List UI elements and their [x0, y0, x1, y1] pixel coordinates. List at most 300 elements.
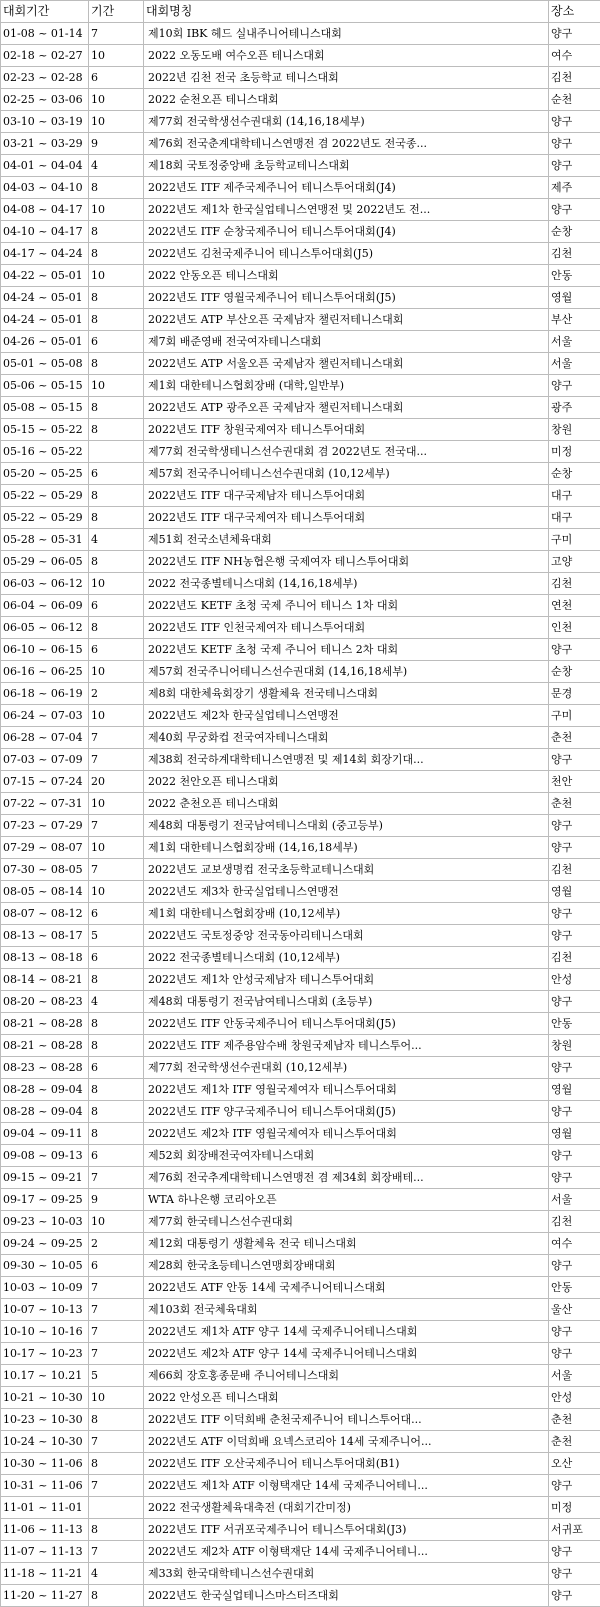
table-row: [1, 463, 600, 485]
table-row: [1, 1519, 600, 1541]
cell-period: 10-03 ~ 10-09: [1, 1277, 89, 1299]
cell-duration: 7: [89, 815, 144, 837]
cell-duration: 6: [89, 67, 144, 89]
cell-name: 2022년도 제2차 한국실업테니스연맹전: [144, 705, 549, 727]
cell-period: 10-24 ~ 10-30: [1, 1431, 89, 1453]
cell-period: 05-20 ~ 05-25: [1, 463, 89, 485]
cell-place: 영월: [549, 1123, 600, 1145]
cell-period: 04-03 ~ 04-10: [1, 177, 89, 199]
table-row: [1, 1035, 600, 1057]
cell-place: 대구: [549, 507, 600, 529]
cell-period: 08-20 ~ 08-23: [1, 991, 89, 1013]
cell-place: 양구: [549, 815, 600, 837]
cell-duration: 10: [89, 705, 144, 727]
cell-name: 2022년도 국토정중앙 전국동아리테니스대회: [144, 925, 549, 947]
cell-period: 08-13 ~ 08-18: [1, 947, 89, 969]
cell-place: 양구: [549, 749, 600, 771]
cell-duration: 10: [89, 1387, 144, 1409]
cell-period: 10.17 ~ 10.21: [1, 1365, 89, 1387]
table-row: [1, 859, 600, 881]
cell-name: 2022년도 KETF 초청 국제 주니어 테니스 1차 대회: [144, 595, 549, 617]
cell-duration: 7: [89, 749, 144, 771]
table-row: [1, 573, 600, 595]
column-header-period: 대회기간: [1, 1, 89, 23]
table-row: [1, 89, 600, 111]
cell-period: 05-29 ~ 06-05: [1, 551, 89, 573]
table-row: [1, 1431, 600, 1453]
cell-duration: 7: [89, 1167, 144, 1189]
table-row: [1, 177, 600, 199]
table-row: [1, 287, 600, 309]
cell-period: 05-28 ~ 05-31: [1, 529, 89, 551]
cell-place: 양구: [549, 1563, 600, 1585]
cell-duration: 6: [89, 903, 144, 925]
table-row: [1, 1189, 600, 1211]
cell-duration: 4: [89, 991, 144, 1013]
cell-duration: 4: [89, 529, 144, 551]
cell-name: 2022년도 ITF 서귀포국제주니어 테니스투어대회(J3): [144, 1519, 549, 1541]
cell-period: 10-31 ~ 11-06: [1, 1475, 89, 1497]
cell-period: 10-21 ~ 10-30: [1, 1387, 89, 1409]
cell-place: 제주: [549, 177, 600, 199]
cell-name: 제76회 전국춘계대학테니스연맹전 겸 2022년도 전국종...: [144, 133, 549, 155]
table-body: [1, 23, 600, 1607]
cell-duration: 10: [89, 89, 144, 111]
cell-duration: [89, 1497, 144, 1519]
cell-period: 11-06 ~ 11-13: [1, 1519, 89, 1541]
cell-period: 04-08 ~ 04-17: [1, 199, 89, 221]
cell-name: 2022년도 제2차 ITF 영월국제여자 테니스투어대회: [144, 1123, 549, 1145]
table-row: [1, 353, 600, 375]
cell-place: 춘천: [549, 793, 600, 815]
cell-duration: 10: [89, 1211, 144, 1233]
cell-period: 07-15 ~ 07-24: [1, 771, 89, 793]
cell-place: 양구: [549, 1585, 600, 1607]
table-row: [1, 133, 600, 155]
cell-period: 02-23 ~ 02-28: [1, 67, 89, 89]
cell-period: 06-28 ~ 07-04: [1, 727, 89, 749]
cell-place: 양구: [549, 1255, 600, 1277]
cell-name: 제28회 한국초등테니스연맹회장배대회: [144, 1255, 549, 1277]
cell-place: 춘천: [549, 727, 600, 749]
table-row: [1, 815, 600, 837]
cell-name: 2022년도 제2차 ATF 이형택재단 14세 국제주니어테니...: [144, 1541, 549, 1563]
table-row: [1, 45, 600, 67]
table-row: [1, 419, 600, 441]
cell-place: 양구: [549, 1541, 600, 1563]
cell-duration: 7: [89, 1431, 144, 1453]
cell-duration: 4: [89, 1563, 144, 1585]
table-row: [1, 793, 600, 815]
cell-name: 2022년도 ITF 대구국제여자 테니스투어대회: [144, 507, 549, 529]
cell-name: 2022년도 제2차 ATF 양구 14세 국제주니어테니스대회: [144, 1343, 549, 1365]
cell-period: 10-10 ~ 10-16: [1, 1321, 89, 1343]
cell-place: 안동: [549, 265, 600, 287]
cell-name: 2022 전국종별테니스대회 (14,16,18세부): [144, 573, 549, 595]
cell-duration: 5: [89, 925, 144, 947]
table-row: [1, 1167, 600, 1189]
cell-name: 2022년도 ATP 부산오픈 국제남자 챌린저테니스대회: [144, 309, 549, 331]
cell-name: 2022년도 한국실업테니스마스터즈대회: [144, 1585, 549, 1607]
cell-period: 05-01 ~ 05-08: [1, 353, 89, 375]
cell-place: 미정: [549, 1497, 600, 1519]
cell-place: 안동: [549, 1277, 600, 1299]
column-header-duration: 기간: [89, 1, 144, 23]
cell-place: 여수: [549, 45, 600, 67]
cell-duration: 20: [89, 771, 144, 793]
cell-name: 제77회 전국학생테니스선수권대회 겸 2022년도 전국대...: [144, 441, 549, 463]
cell-place: 양구: [549, 1167, 600, 1189]
cell-name: 2022년도 ITF 이덕희배 춘천국제주니어 테니스투어대...: [144, 1409, 549, 1431]
table-row: [1, 595, 600, 617]
cell-place: 김천: [549, 573, 600, 595]
header-row: [1, 1, 600, 23]
cell-duration: 10: [89, 265, 144, 287]
cell-name: 2022년도 ATP 서울오픈 국제남자 챌린저테니스대회: [144, 353, 549, 375]
cell-period: 06-16 ~ 06-25: [1, 661, 89, 683]
cell-place: 문경: [549, 683, 600, 705]
cell-period: 07-22 ~ 07-31: [1, 793, 89, 815]
cell-name: 2022년도 ITF 창원국제여자 테니스투어대회: [144, 419, 549, 441]
cell-duration: 8: [89, 1585, 144, 1607]
table-row: [1, 1475, 600, 1497]
table-row: [1, 1343, 600, 1365]
cell-place: 광주: [549, 397, 600, 419]
cell-period: 01-08 ~ 01-14: [1, 23, 89, 45]
cell-period: 08-21 ~ 08-28: [1, 1013, 89, 1035]
cell-duration: 8: [89, 485, 144, 507]
table-row: [1, 397, 600, 419]
cell-duration: 8: [89, 1123, 144, 1145]
cell-duration: 8: [89, 507, 144, 529]
table-row: [1, 111, 600, 133]
cell-place: 순창: [549, 221, 600, 243]
cell-place: 구미: [549, 705, 600, 727]
table-row: [1, 639, 600, 661]
cell-name: 2022년도 ITF 인천국제여자 테니스투어대회: [144, 617, 549, 639]
cell-period: 02-18 ~ 02-27: [1, 45, 89, 67]
cell-name: 2022년도 ITF 안동국제주니어 테니스투어대회(J5): [144, 1013, 549, 1035]
cell-name: 2022년도 제1차 ITF 영월국제여자 테니스투어대회: [144, 1079, 549, 1101]
cell-duration: 8: [89, 1013, 144, 1035]
cell-duration: 2: [89, 683, 144, 705]
cell-place: 영월: [549, 881, 600, 903]
cell-name: 2022년도 제1차 ATF 양구 14세 국제주니어테니스대회: [144, 1321, 549, 1343]
cell-duration: 5: [89, 1365, 144, 1387]
cell-duration: 7: [89, 1277, 144, 1299]
cell-place: 양구: [549, 1101, 600, 1123]
cell-place: 양구: [549, 1321, 600, 1343]
cell-place: 순천: [549, 89, 600, 111]
cell-place: 구미: [549, 529, 600, 551]
cell-place: 대구: [549, 485, 600, 507]
cell-place: 양구: [549, 1475, 600, 1497]
cell-duration: 7: [89, 1321, 144, 1343]
cell-place: 안동: [549, 1013, 600, 1035]
cell-name: 2022년도 교보생명컵 전국초등학교테니스대회: [144, 859, 549, 881]
cell-name: 제52회 회장배전국여자테니스대회: [144, 1145, 549, 1167]
cell-period: 06-03 ~ 06-12: [1, 573, 89, 595]
cell-duration: 8: [89, 309, 144, 331]
table-row: [1, 661, 600, 683]
cell-period: 02-25 ~ 03-06: [1, 89, 89, 111]
table-row: [1, 749, 600, 771]
cell-period: 06-24 ~ 07-03: [1, 705, 89, 727]
cell-place: 고양: [549, 551, 600, 573]
cell-period: 11-07 ~ 11-13: [1, 1541, 89, 1563]
cell-duration: 7: [89, 859, 144, 881]
cell-place: 여수: [549, 1233, 600, 1255]
cell-place: 안성: [549, 1387, 600, 1409]
table-row: [1, 441, 600, 463]
cell-period: 09-23 ~ 10-03: [1, 1211, 89, 1233]
cell-period: 05-22 ~ 05-29: [1, 485, 89, 507]
cell-period: 06-18 ~ 06-19: [1, 683, 89, 705]
table-row: [1, 551, 600, 573]
cell-period: 06-04 ~ 06-09: [1, 595, 89, 617]
cell-duration: 7: [89, 1299, 144, 1321]
cell-name: 2022 춘천오픈 테니스대회: [144, 793, 549, 815]
table-row: [1, 969, 600, 991]
cell-period: 08-28 ~ 09-04: [1, 1079, 89, 1101]
cell-period: 08-21 ~ 08-28: [1, 1035, 89, 1057]
cell-place: 양구: [549, 925, 600, 947]
cell-name: 제7회 배준영배 전국여자테니스대회: [144, 331, 549, 353]
cell-duration: 10: [89, 375, 144, 397]
cell-place: 양구: [549, 1343, 600, 1365]
cell-name: 제76회 전국추계대학테니스연맹전 겸 제34회 회장배테...: [144, 1167, 549, 1189]
table-row: [1, 947, 600, 969]
cell-name: 2022년도 제3차 한국실업테니스연맹전: [144, 881, 549, 903]
cell-duration: 10: [89, 45, 144, 67]
cell-duration: 6: [89, 947, 144, 969]
cell-place: 창원: [549, 419, 600, 441]
table-row: [1, 837, 600, 859]
table-row: [1, 199, 600, 221]
table-row: [1, 507, 600, 529]
cell-period: 07-30 ~ 08-05: [1, 859, 89, 881]
cell-name: 제1회 대한테니스협회장배 (대학,일반부): [144, 375, 549, 397]
cell-name: 제57회 전국주니어테니스선수권대회 (10,12세부): [144, 463, 549, 485]
table-row: [1, 705, 600, 727]
cell-place: 서귀포: [549, 1519, 600, 1541]
cell-duration: 10: [89, 837, 144, 859]
cell-name: 제38회 전국하계대학테니스연맹전 및 제14회 회장기대...: [144, 749, 549, 771]
cell-duration: 10: [89, 573, 144, 595]
cell-period: 10-30 ~ 11-06: [1, 1453, 89, 1475]
cell-place: 김천: [549, 243, 600, 265]
cell-name: 2022 안성오픈 테니스대회: [144, 1387, 549, 1409]
cell-duration: 8: [89, 221, 144, 243]
cell-place: 울산: [549, 1299, 600, 1321]
column-header-place: 장소: [549, 1, 600, 23]
table-row: [1, 1365, 600, 1387]
cell-place: 양구: [549, 991, 600, 1013]
cell-place: 순창: [549, 661, 600, 683]
cell-period: 10-17 ~ 10-23: [1, 1343, 89, 1365]
cell-place: 천안: [549, 771, 600, 793]
table-row: [1, 1145, 600, 1167]
cell-name: 2022년도 ATF 안동 14세 국제주니어테니스대회: [144, 1277, 549, 1299]
cell-duration: 6: [89, 1145, 144, 1167]
cell-period: 10-23 ~ 10-30: [1, 1409, 89, 1431]
table-row: [1, 1497, 600, 1519]
cell-duration: 8: [89, 969, 144, 991]
cell-name: 2022 오동도배 여수오픈 테니스대회: [144, 45, 549, 67]
cell-name: 2022년도 제1차 ATF 이형택재단 14세 국제주니어테니...: [144, 1475, 549, 1497]
table-row: [1, 1585, 600, 1607]
cell-duration: 8: [89, 243, 144, 265]
cell-duration: 6: [89, 595, 144, 617]
table-row: [1, 1013, 600, 1035]
cell-place: 김천: [549, 67, 600, 89]
table-row: [1, 1321, 600, 1343]
cell-name: 제66회 장호홍종문배 주니어테니스대회: [144, 1365, 549, 1387]
cell-period: 05-15 ~ 05-22: [1, 419, 89, 441]
cell-place: 인천: [549, 617, 600, 639]
cell-name: 2022년도 KETF 초청 국제 주니어 테니스 2차 대회: [144, 639, 549, 661]
cell-period: 04-26 ~ 05-01: [1, 331, 89, 353]
cell-duration: 8: [89, 617, 144, 639]
cell-period: 07-23 ~ 07-29: [1, 815, 89, 837]
cell-period: 11-01 ~ 11-01: [1, 1497, 89, 1519]
cell-duration: 8: [89, 397, 144, 419]
cell-name: 제1회 대한테니스협회장배 (10,12세부): [144, 903, 549, 925]
cell-period: 05-16 ~ 05-22: [1, 441, 89, 463]
table-row: [1, 1563, 600, 1585]
cell-duration: 7: [89, 23, 144, 45]
cell-name: 제48회 대통령기 전국남여테니스대회 (초등부): [144, 991, 549, 1013]
cell-name: 2022년도 ITF 오산국제주니어 테니스투어대회(B1): [144, 1453, 549, 1475]
cell-place: 안성: [549, 969, 600, 991]
cell-place: 창원: [549, 1035, 600, 1057]
cell-place: 순창: [549, 463, 600, 485]
cell-duration: 10: [89, 793, 144, 815]
cell-place: 영월: [549, 1079, 600, 1101]
cell-name: 제40회 무궁화컵 전국여자테니스대회: [144, 727, 549, 749]
cell-period: 04-24 ~ 05-01: [1, 309, 89, 331]
cell-period: 05-06 ~ 05-15: [1, 375, 89, 397]
cell-period: 08-07 ~ 08-12: [1, 903, 89, 925]
cell-name: 2022년도 ITF NH농협은행 국제여자 테니스투어대회: [144, 551, 549, 573]
table-row: [1, 221, 600, 243]
cell-duration: 10: [89, 199, 144, 221]
cell-period: 08-13 ~ 08-17: [1, 925, 89, 947]
cell-name: 제77회 한국테니스선수권대회: [144, 1211, 549, 1233]
table-row: [1, 1541, 600, 1563]
cell-place: 오산: [549, 1453, 600, 1475]
table-row: [1, 155, 600, 177]
cell-place: 양구: [549, 1057, 600, 1079]
cell-name: 제33회 한국대학테니스선수권대회: [144, 1563, 549, 1585]
cell-name: 제57회 전국주니어테니스선수권대회 (14,16,18세부): [144, 661, 549, 683]
table-row: [1, 727, 600, 749]
cell-place: 양구: [549, 111, 600, 133]
cell-place: 양구: [549, 133, 600, 155]
table-row: [1, 243, 600, 265]
cell-place: 양구: [549, 837, 600, 859]
cell-duration: 7: [89, 1343, 144, 1365]
cell-duration: 7: [89, 1541, 144, 1563]
cell-duration: 9: [89, 133, 144, 155]
cell-period: 04-01 ~ 04-04: [1, 155, 89, 177]
cell-period: 03-21 ~ 03-29: [1, 133, 89, 155]
cell-name: 2022 순천오픈 테니스대회: [144, 89, 549, 111]
cell-place: 양구: [549, 639, 600, 661]
table-header: [1, 1, 600, 23]
cell-period: 04-24 ~ 05-01: [1, 287, 89, 309]
cell-place: 양구: [549, 903, 600, 925]
cell-place: 춘천: [549, 1431, 600, 1453]
cell-duration: 8: [89, 1519, 144, 1541]
table-row: [1, 331, 600, 353]
cell-name: 2022년도 ITF 제주용암수배 창원국제남자 테니스투어...: [144, 1035, 549, 1057]
cell-period: 03-10 ~ 03-19: [1, 111, 89, 133]
cell-place: 양구: [549, 1145, 600, 1167]
table-row: [1, 1387, 600, 1409]
cell-place: 김천: [549, 859, 600, 881]
table-row: [1, 1299, 600, 1321]
cell-period: 06-10 ~ 06-15: [1, 639, 89, 661]
cell-name: 제77회 전국학생선수권대회 (10,12세부): [144, 1057, 549, 1079]
cell-duration: 8: [89, 177, 144, 199]
table-row: [1, 1409, 600, 1431]
cell-duration: 9: [89, 1189, 144, 1211]
cell-period: 04-17 ~ 04-24: [1, 243, 89, 265]
cell-name: 제77회 전국학생선수권대회 (14,16,18세부): [144, 111, 549, 133]
cell-duration: 4: [89, 155, 144, 177]
cell-period: 08-28 ~ 09-04: [1, 1101, 89, 1123]
cell-name: 2022년도 ATF 이덕희배 요넥스코리아 14세 국제주니어...: [144, 1431, 549, 1453]
table-row: [1, 1255, 600, 1277]
cell-duration: 7: [89, 727, 144, 749]
cell-place: 춘천: [549, 1409, 600, 1431]
table-row: [1, 617, 600, 639]
cell-duration: 6: [89, 639, 144, 661]
cell-name: 제48회 대통령기 전국남여테니스대회 (중고등부): [144, 815, 549, 837]
column-header-name: 대회명칭: [144, 1, 549, 23]
cell-place: 서울: [549, 1365, 600, 1387]
cell-period: 04-10 ~ 04-17: [1, 221, 89, 243]
cell-duration: 2: [89, 1233, 144, 1255]
cell-period: 07-03 ~ 07-09: [1, 749, 89, 771]
cell-period: 09-04 ~ 09-11: [1, 1123, 89, 1145]
table-row: [1, 903, 600, 925]
cell-period: 06-05 ~ 06-12: [1, 617, 89, 639]
table-row: [1, 375, 600, 397]
cell-period: 09-30 ~ 10-05: [1, 1255, 89, 1277]
table-row: [1, 881, 600, 903]
cell-duration: 8: [89, 1101, 144, 1123]
cell-name: 2022년도 ITF 대구국제남자 테니스투어대회: [144, 485, 549, 507]
cell-place: 연천: [549, 595, 600, 617]
table-row: [1, 1057, 600, 1079]
cell-period: 08-23 ~ 08-28: [1, 1057, 89, 1079]
table-row: [1, 683, 600, 705]
cell-duration: 6: [89, 1057, 144, 1079]
cell-duration: 6: [89, 1255, 144, 1277]
cell-duration: 10: [89, 111, 144, 133]
cell-duration: 8: [89, 287, 144, 309]
cell-name: 2022 전국종별테니스대회 (10,12세부): [144, 947, 549, 969]
table-row: [1, 1233, 600, 1255]
cell-duration: 8: [89, 419, 144, 441]
cell-name: 2022년도 ITF 양구국제주니어 테니스투어대회(J5): [144, 1101, 549, 1123]
cell-duration: 8: [89, 551, 144, 573]
cell-name: 2022년도 제1차 한국실업테니스연맹전 및 2022년도 전...: [144, 199, 549, 221]
cell-duration: 6: [89, 463, 144, 485]
cell-period: 08-14 ~ 08-21: [1, 969, 89, 991]
